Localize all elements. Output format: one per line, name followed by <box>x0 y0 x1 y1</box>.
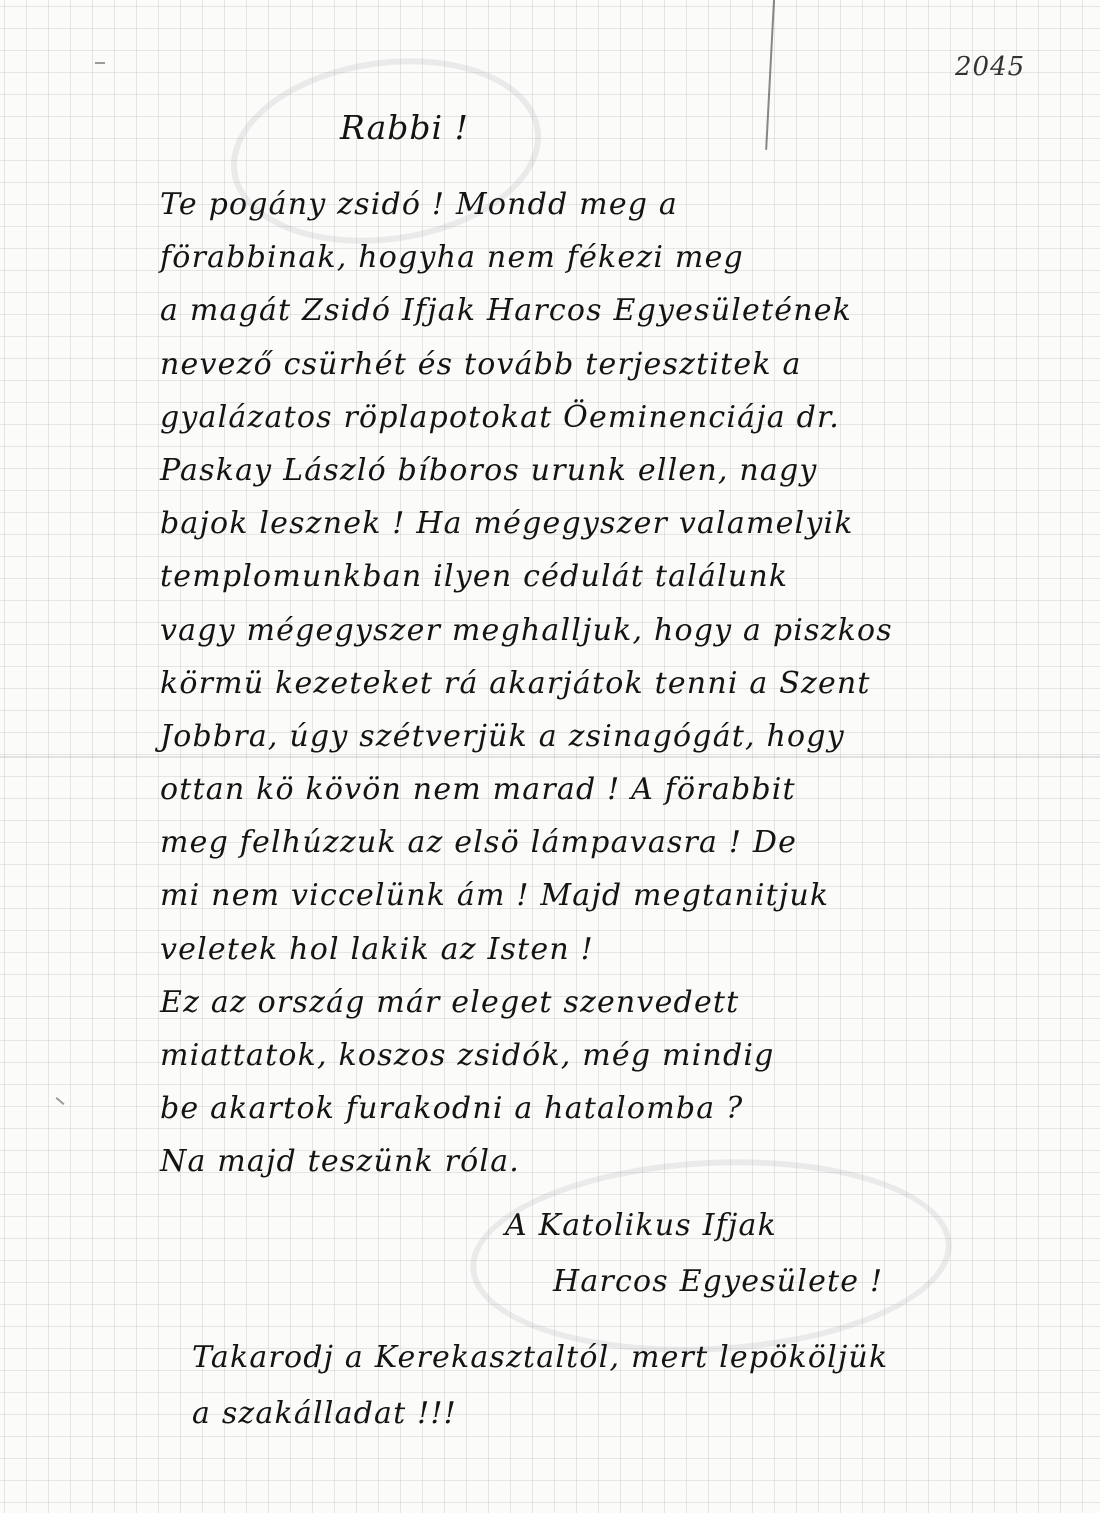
pencil-stroke-vertical <box>765 0 775 150</box>
salutation: Rabbi ! <box>340 108 469 147</box>
body-line: gyalázatos röplapotokat Öeminenciája dr. <box>160 399 840 435</box>
margin-mark <box>95 62 105 64</box>
body-line: Na majd teszünk róla. <box>160 1144 521 1180</box>
signature-line: Harcos Egyesülete ! <box>553 1264 884 1299</box>
body-line: templomunkban ilyen cédulát találunk <box>160 559 789 595</box>
body-line: Ez az ország már eleget szenvedett <box>160 984 740 1020</box>
letter-body <box>160 178 1000 1189</box>
body-line: meg felhúzzuk az elsö lámpavasra ! De <box>160 825 798 861</box>
postscript-line: Takarodj a Kerekasztaltól, mert lepököljük <box>192 1340 889 1375</box>
body-line: be akartok furakodni a hatalomba ? <box>160 1091 744 1127</box>
postscript <box>192 1330 1052 1442</box>
body-line: Jobbra, úgy szétverjük a zsinagógát, hogy <box>160 718 845 754</box>
margin-mark <box>56 1097 65 1105</box>
body-line: nevező csürhét és tovább terjesztitek a <box>160 346 802 382</box>
body-line: Paskay László bíboros urunk ellen, nagy <box>160 452 818 488</box>
body-line: körmü kezeteket rá akarjátok tenni a Szent <box>160 665 871 701</box>
body-line: ottan kö kövön nem marad ! A förabbit <box>160 772 796 808</box>
body-line: miattatok, koszos zsidók, még mindig <box>160 1038 775 1073</box>
body-line: a magát Zsidó Ifjak Harcos Egyesületének <box>160 293 853 329</box>
body-line: bajok lesznek ! Ha mégegyszer valamelyik <box>160 506 854 542</box>
body-line: Te pogány zsidó ! Mondd meg a <box>160 187 678 222</box>
page-number: 2045 <box>955 52 1026 82</box>
body-line: vagy mégegyszer meghalljuk, hogy a piszkos <box>160 612 893 648</box>
signature-line: A Katolikus Ifjak <box>505 1208 777 1243</box>
body-line: veletek hol lakik az Isten ! <box>160 931 594 967</box>
body-line: förabbinak, hogyha nem fékezi meg <box>160 240 744 276</box>
body-line: mi nem viccelünk ám ! Majd megtanitjuk <box>160 878 830 914</box>
signature-block <box>505 1198 955 1310</box>
postscript-line: a szakálladat !!! <box>192 1396 457 1431</box>
